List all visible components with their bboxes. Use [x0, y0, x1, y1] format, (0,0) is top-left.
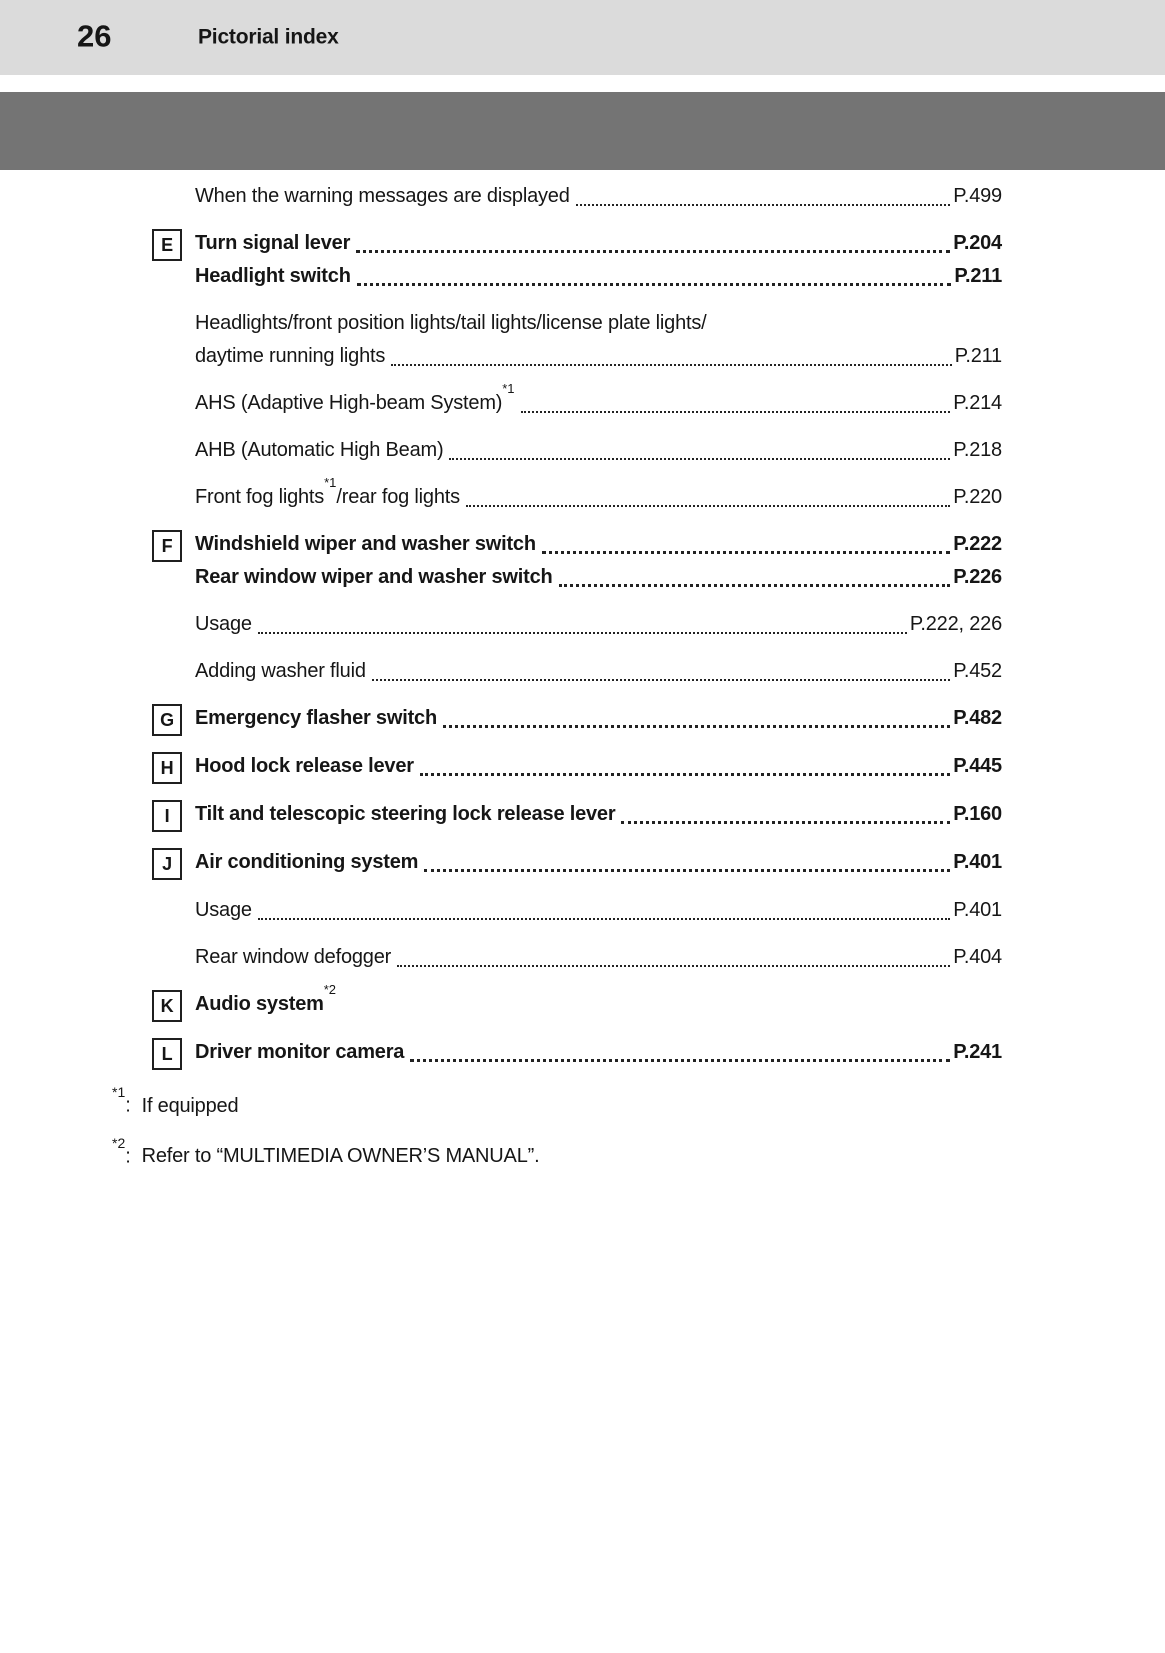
entry-row — [195, 608, 1002, 641]
entry-label — [195, 750, 414, 783]
entry-label — [195, 798, 615, 831]
entry-letter-spacer — [152, 434, 195, 467]
entry-rows — [195, 894, 1002, 927]
index-entry — [152, 702, 1002, 736]
entry-page-ref: P.452 — [953, 660, 1002, 682]
entry-row — [195, 561, 1002, 594]
entry-label-text: Air conditioning system — [195, 851, 419, 873]
dot-leader — [443, 702, 950, 735]
entry-letter-cell — [152, 227, 195, 293]
entry-rows — [195, 982, 1002, 1022]
entry-letter-spacer — [152, 941, 195, 974]
entry-label — [195, 227, 350, 260]
entry-page-ref: P.404 — [953, 946, 1002, 968]
entry-letter-spacer — [152, 894, 195, 927]
dot-leader — [356, 227, 950, 260]
entry-label-text: AHB (Automatic High Beam) — [195, 439, 444, 461]
footnote-separator: : — [125, 1145, 131, 1168]
entry-label — [195, 1036, 404, 1069]
page-number: 26 — [77, 18, 112, 54]
section-divider-banner — [0, 92, 1165, 170]
entry-label — [195, 434, 443, 467]
entry-letter-cell — [152, 750, 195, 784]
entry-label-text: AHS (Adaptive High-beam System) — [195, 392, 503, 414]
entry-label — [195, 528, 536, 561]
index-entry — [152, 180, 1002, 213]
index-entry — [152, 608, 1002, 641]
entry-letter-box: G — [152, 704, 182, 736]
entry-rows — [195, 1036, 1002, 1070]
entry-row — [195, 1036, 1002, 1069]
entry-letter-spacer — [152, 481, 195, 514]
entry-label-text: Driver monitor camera — [195, 1041, 405, 1063]
dot-leader — [576, 180, 951, 213]
entry-letter-spacer — [152, 655, 195, 688]
entry-row — [195, 846, 1002, 879]
entry-page-ref: P.499 — [953, 185, 1002, 207]
entry-label — [195, 941, 391, 974]
entry-page-ref: P.204 — [953, 232, 1002, 254]
entry-label — [195, 260, 351, 293]
entry-letter-spacer — [152, 387, 195, 420]
entry-letter-spacer — [152, 180, 195, 213]
dot-leader — [372, 655, 951, 688]
entry-letter-cell — [152, 702, 195, 736]
index-entry — [152, 434, 1002, 467]
entry-row — [195, 475, 1002, 514]
index-entry — [152, 475, 1002, 514]
entry-letter-cell — [152, 1036, 195, 1070]
index-entry — [152, 941, 1002, 974]
dot-leader — [424, 846, 950, 879]
entry-label — [195, 982, 337, 1021]
entry-page-ref: P.218 — [953, 439, 1002, 461]
index-entry — [152, 528, 1002, 594]
entry-label-text: daytime running lights — [195, 345, 386, 367]
entry-label — [195, 608, 252, 641]
entry-rows — [195, 750, 1002, 784]
footnotes — [112, 1084, 1165, 1171]
entry-label — [195, 894, 252, 927]
page-header-bar — [0, 0, 1165, 75]
entry-row — [195, 750, 1002, 783]
entry-label — [195, 475, 460, 514]
entry-label-text: Rear window wiper and washer switch — [195, 566, 553, 588]
entry-page-ref: P.222 — [953, 533, 1002, 555]
entry-label — [195, 561, 553, 594]
footnote — [112, 1084, 1165, 1121]
entry-label-text: /rear fog lights — [336, 486, 460, 508]
entry-label-text: Usage — [195, 899, 252, 921]
entry-page-ref: P.220 — [953, 486, 1002, 508]
entry-footnote-marker: *2 — [323, 982, 337, 998]
entry-page-ref: P.241 — [953, 1041, 1002, 1063]
entry-label-text: Rear window defogger — [195, 946, 392, 968]
entry-page-ref: P.401 — [953, 851, 1002, 873]
entry-page-ref: P.226 — [953, 566, 1002, 588]
entry-label-text: Headlight switch — [195, 265, 351, 287]
dot-leader — [357, 260, 952, 293]
entry-letter-spacer — [152, 307, 195, 373]
entry-letter-box: E — [152, 229, 182, 261]
entry-label — [195, 381, 515, 420]
entry-row — [195, 307, 1002, 340]
entry-letter-box: H — [152, 752, 182, 784]
entry-row — [195, 260, 1002, 293]
entry-row — [195, 894, 1002, 927]
entry-rows — [195, 381, 1002, 420]
entry-page-ref: P.401 — [953, 899, 1002, 921]
entry-label — [195, 307, 707, 340]
entry-row — [195, 180, 1002, 213]
index-entry — [152, 1036, 1002, 1070]
entry-row — [195, 982, 1002, 1021]
entry-label — [195, 846, 418, 879]
entry-rows — [195, 528, 1002, 594]
dot-leader — [559, 561, 951, 594]
dot-leader — [391, 340, 952, 373]
entry-page-ref: P.160 — [953, 803, 1002, 825]
entry-letter-cell — [152, 988, 195, 1022]
entry-page-ref: P.445 — [953, 755, 1002, 777]
dot-leader — [410, 1036, 950, 1069]
entry-label-text: Usage — [195, 613, 252, 635]
dot-leader — [542, 528, 950, 561]
entry-label-text: Windshield wiper and washer switch — [195, 533, 536, 555]
entry-rows — [195, 702, 1002, 736]
entry-rows — [195, 434, 1002, 467]
entry-letter-box: K — [152, 990, 182, 1022]
entry-letter-cell — [152, 528, 195, 594]
entry-rows — [195, 798, 1002, 832]
entry-label-text: When the warning messages are displayed — [195, 185, 570, 207]
entry-label — [195, 702, 437, 735]
entry-letter-box: F — [152, 530, 182, 562]
entry-label-text: Hood lock release lever — [195, 755, 414, 777]
index-entry — [152, 655, 1002, 688]
index-list — [152, 180, 1002, 1070]
footnote-text: Refer to “MULTIMEDIA OWNER’S MANUAL”. — [141, 1145, 540, 1168]
entry-letter-cell — [152, 798, 195, 832]
entry-footnote-marker: *1 — [502, 381, 515, 397]
dot-leader — [449, 434, 950, 467]
footnote — [112, 1135, 1165, 1172]
entry-label-text: Audio system — [195, 993, 324, 1015]
index-entry — [152, 894, 1002, 927]
dot-leader — [521, 387, 951, 420]
footnote-marker: *2 — [112, 1134, 126, 1151]
index-entry — [152, 798, 1002, 832]
entry-page-ref: P.211 — [954, 345, 1002, 367]
entry-rows — [195, 180, 1002, 213]
entry-label-text: Front fog lights — [195, 486, 325, 508]
entry-label — [195, 655, 366, 688]
entry-row — [195, 434, 1002, 467]
entry-row — [195, 528, 1002, 561]
entry-page-ref: P.482 — [953, 707, 1002, 729]
entry-letter-spacer — [152, 608, 195, 641]
section-title: Pictorial index — [198, 25, 339, 49]
entry-row — [195, 941, 1002, 974]
index-entry — [152, 307, 1002, 373]
entry-label-text: Adding washer fluid — [195, 660, 366, 682]
entry-label — [195, 180, 570, 213]
entry-row — [195, 702, 1002, 735]
entry-row — [195, 381, 1002, 420]
entry-row — [195, 798, 1002, 831]
entry-row — [195, 227, 1002, 260]
footnote-separator: : — [125, 1094, 131, 1117]
entry-row — [195, 340, 1002, 373]
entry-rows — [195, 941, 1002, 974]
entry-letter-box: L — [152, 1038, 182, 1070]
entry-rows — [195, 608, 1002, 641]
entry-rows — [195, 227, 1002, 293]
index-entry — [152, 227, 1002, 293]
entry-label — [195, 340, 385, 373]
dot-leader — [258, 894, 950, 927]
entry-label-text: Emergency flasher switch — [195, 707, 437, 729]
index-entry — [152, 381, 1002, 420]
dot-leader — [621, 798, 950, 831]
entry-letter-cell — [152, 846, 195, 880]
dot-leader — [258, 608, 907, 641]
index-entry — [152, 846, 1002, 880]
dot-leader — [420, 750, 950, 783]
entry-row — [195, 655, 1002, 688]
entry-letter-box: I — [152, 800, 182, 832]
entry-label-text: Tilt and telescopic steering lock release lever — [195, 803, 616, 825]
entry-label-text: Turn signal lever — [195, 232, 351, 254]
index-entry — [152, 982, 1002, 1022]
entry-rows — [195, 655, 1002, 688]
index-entry — [152, 750, 1002, 784]
entry-page-ref: P.214 — [953, 392, 1002, 414]
entry-label-text: Headlights/front position lights/tail lights/license plate lights/ — [195, 312, 707, 334]
dot-leader — [466, 481, 950, 514]
entry-footnote-marker: *1 — [324, 475, 337, 491]
entry-page-ref: P.211 — [954, 265, 1002, 287]
dot-leader — [397, 941, 950, 974]
entry-rows — [195, 475, 1002, 514]
entry-letter-box: J — [152, 848, 182, 880]
footnote-text: If equipped — [141, 1094, 239, 1117]
entry-page-ref: P.222, 226 — [909, 613, 1002, 635]
footnote-marker: *1 — [112, 1084, 126, 1100]
entry-rows — [195, 307, 1002, 373]
entry-rows — [195, 846, 1002, 880]
